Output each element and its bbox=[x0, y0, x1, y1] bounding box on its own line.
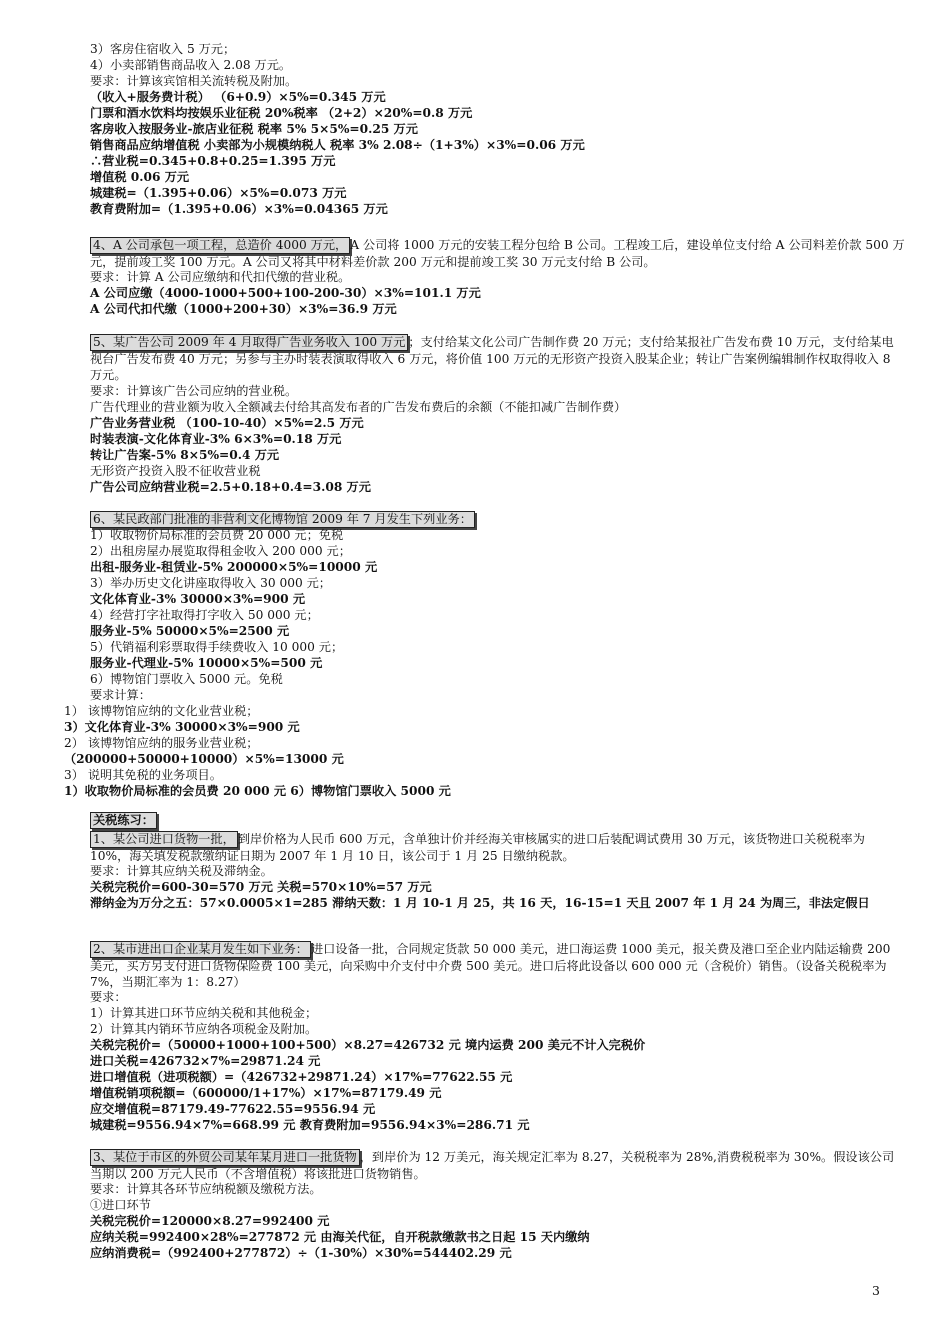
text-line bbox=[90, 655, 322, 671]
line-text: 1）计算其进口环节应纳关税和其他税金； bbox=[90, 1006, 318, 1020]
line-text: 要求计算： bbox=[90, 688, 151, 702]
text-line bbox=[90, 607, 319, 623]
text-line bbox=[90, 447, 279, 463]
line-text: 1） 该博物馆应纳的文化业营业税； bbox=[64, 704, 259, 718]
line-text: A 公司应缴（4000-1000+500+100-200-30）×3%=101.1 万元 bbox=[90, 286, 481, 300]
text-line bbox=[90, 121, 418, 137]
text-line bbox=[90, 527, 343, 543]
line-text: 教育费附加=（1.395+0.06）×3%=0.04365 万元 bbox=[90, 202, 388, 216]
line-text: ①进口环节 bbox=[90, 1198, 151, 1212]
text-line bbox=[90, 1021, 317, 1037]
text-line bbox=[90, 73, 297, 89]
text-line bbox=[64, 767, 222, 783]
line-text: 无形资产投资入股不征收营业税 bbox=[90, 464, 261, 478]
line-text: 3）举办历史文化讲座取得收入 30 000 元； bbox=[90, 576, 331, 590]
line-text: 要求：计算其各环节应纳税额及缴税方法。 bbox=[90, 1182, 322, 1196]
line-text: 5）代销福利彩票取得手续费收入 10 000 元； bbox=[90, 640, 344, 654]
text-line bbox=[90, 895, 905, 911]
line-text: 城建税=9556.94×7%=668.99 元 教育费附加=9556.94×3%=286.71 元 bbox=[90, 1118, 530, 1132]
text-line bbox=[90, 989, 127, 1005]
line-text: 文化体育业-3% 30000×3%=900 元 bbox=[90, 592, 306, 606]
line-text: 4）经营打字社取得打字收入 50 000 元； bbox=[90, 608, 319, 622]
section-heading-line bbox=[90, 831, 905, 864]
section-heading-line bbox=[90, 941, 905, 990]
section-heading-line bbox=[90, 237, 905, 270]
text-line bbox=[90, 285, 481, 301]
text-line bbox=[90, 575, 331, 591]
text-line bbox=[90, 623, 289, 639]
line-text: 城建税=（1.395+0.06）×5%=0.073 万元 bbox=[90, 186, 347, 200]
text-line bbox=[90, 863, 273, 879]
text-line bbox=[90, 383, 297, 399]
text-line bbox=[90, 1213, 329, 1229]
line-text: 1）收取物价局标准的会员费 20 000 元 6）博物馆门票收入 5000 元 bbox=[64, 784, 451, 798]
text-line bbox=[90, 1229, 590, 1245]
line-text: （收入+服务费计税） （6+0.9）×5%=0.345 万元 bbox=[90, 90, 386, 104]
line-text: 客房收入按服务业-旅店业征税 税率 5% 5×5%=0.25 万元 bbox=[90, 122, 418, 136]
section-heading-line bbox=[90, 334, 905, 383]
line-text: 要求：计算该广告公司应纳的营业税。 bbox=[90, 384, 298, 398]
line-text: 增值税销项税额=（600000/1+17%）×17%=87179.49 元 bbox=[90, 1086, 442, 1100]
line-text: 3）文化体育业-3% 30000×3%=900 元 bbox=[64, 720, 300, 734]
text-line bbox=[90, 591, 305, 607]
text-line bbox=[90, 1053, 320, 1069]
section-heading-line bbox=[90, 511, 475, 528]
text-line bbox=[90, 185, 346, 201]
text-line bbox=[90, 137, 585, 153]
text-line bbox=[90, 201, 388, 217]
line-text: 服务业-5% 50000×5%=2500 元 bbox=[90, 624, 290, 638]
line-text: （200000+50000+10000）×5%=13000 元 bbox=[64, 752, 344, 766]
line-text: 3）客房住宿收入 5 万元； bbox=[90, 42, 236, 56]
highlighted-heading: 关税练习： bbox=[90, 812, 157, 829]
line-text: ，到岸价为 12 万美元，海关规定汇率为 8.27，关税税率为 28%,消费税税率为 30%。假设该公司当期以 200 万元人民币（不含增值税）将该批进口货物销售。 bbox=[90, 1150, 895, 1181]
line-text: 要求：计算其应纳关税及滞纳金。 bbox=[90, 864, 273, 878]
text-line bbox=[90, 57, 291, 73]
page-number: 3 bbox=[872, 1283, 880, 1298]
text-line bbox=[90, 1069, 512, 1085]
text-line bbox=[90, 1037, 645, 1053]
text-line bbox=[90, 431, 341, 447]
text-line bbox=[90, 639, 343, 655]
line-text: 增值税 0.06 万元 bbox=[90, 170, 190, 184]
section-heading-line bbox=[90, 1149, 905, 1182]
line-text: 4）小卖部销售商品收入 2.08 万元。 bbox=[90, 58, 292, 72]
line-text: 进口设备一批，合同规定货款 50 000 美元，进口海运费 1000 美元，报关费及港口至企业内陆运输费 200 美元，买方另支付进口货物保险费 100 美元，向采购中介支付中介费 500 美元。进口后将此设备以 600 000 元（含税价）销售。（设备关税税率为 7%，当期汇率为 1：8.27） bbox=[90, 942, 891, 989]
highlighted-heading: 2、某市进出口企业某月发生如下业务： bbox=[90, 941, 311, 958]
line-text: 门票和酒水饮料均按娱乐业征税 20%税率 （2+2）×20%=0.8 万元 bbox=[90, 106, 473, 120]
text-line bbox=[90, 269, 350, 285]
text-line bbox=[90, 89, 386, 105]
highlighted-heading: 1、某公司进口货物一批， bbox=[90, 831, 238, 848]
text-line bbox=[90, 463, 261, 479]
line-text: 销售商品应纳增值税 小卖部为小规模纳税人 税率 3% 2.08÷（1+3%）×3%=0.06 万元 bbox=[90, 138, 585, 152]
text-line bbox=[90, 479, 371, 495]
text-line bbox=[90, 879, 432, 895]
line-text: ∴营业税=0.345+0.8+0.25=1.395 万元 bbox=[90, 154, 336, 168]
line-text: 时装表演-文化体育业-3% 6×3%=0.18 万元 bbox=[90, 432, 342, 446]
line-text: 到岸价格为人民币 600 万元，含单独计价并经海关审核属实的进口后装配调试费用 30 万元，该货物进口关税税率为 10%，海关填发税款缴纳证日期为 2007 年 1 月 10 日，该公司于 1 月 25 日缴纳税款。 bbox=[90, 832, 865, 863]
highlighted-heading: 5、某广告公司 2009 年 4 月取得广告业务收入 100 万元 bbox=[90, 334, 408, 351]
text-line bbox=[90, 1197, 151, 1213]
text-line bbox=[90, 105, 472, 121]
line-text: 服务业-代理业-5% 10000×5%=500 元 bbox=[90, 656, 323, 670]
highlighted-heading: 6、某民政部门批准的非营利文化博物馆 2009 年 7 月发生下列业务： bbox=[90, 511, 475, 528]
line-text: 广告代理业的营业额为收入全额减去付给其高发布者的广告发布费后的余额（不能扣减广告制作费） bbox=[90, 400, 627, 414]
line-text: 2） 该博物馆应纳的服务业营业税； bbox=[64, 736, 259, 750]
line-text: 关税完税价=（50000+1000+100+500）×8.27=426732 元 境内运费 200 美元不计入完税价 bbox=[90, 1038, 646, 1052]
section-heading-line bbox=[90, 812, 157, 829]
line-text: 广告业务营业税 （100-10-40）×5%=2.5 万元 bbox=[90, 416, 364, 430]
line-text: 广告公司应纳营业税=2.5+0.18+0.4=3.08 万元 bbox=[90, 480, 371, 494]
text-line bbox=[64, 719, 300, 735]
text-line bbox=[90, 671, 283, 687]
line-text: 1）收取物价局标准的会员费 20 000 元；免税 bbox=[90, 528, 344, 542]
line-text: 出租-服务业-租赁业-5% 200000×5%=10000 元 bbox=[90, 560, 378, 574]
line-text: 要求： bbox=[90, 990, 127, 1004]
line-text: 进口关税=426732×7%=29871.24 元 bbox=[90, 1054, 321, 1068]
line-text: 关税完税价=600-30=570 万元 关税=570×10%=57 万元 bbox=[90, 880, 432, 894]
line-text: 要求：计算该宾馆相关流转税及附加。 bbox=[90, 74, 298, 88]
text-line bbox=[90, 687, 151, 703]
highlighted-heading: 4、A 公司承包一项工程，总造价 4000 万元， bbox=[90, 237, 350, 254]
text-line bbox=[90, 1181, 322, 1197]
text-line bbox=[90, 1085, 441, 1101]
text-line bbox=[90, 1101, 375, 1117]
line-text: 进口增值税（进项税额）=（426732+29871.24）×17%=77622.55 元 bbox=[90, 1070, 513, 1084]
text-line bbox=[90, 153, 335, 169]
text-line bbox=[90, 41, 235, 57]
text-line bbox=[90, 1117, 530, 1133]
text-line bbox=[64, 703, 258, 719]
line-text: 转让广告案-5% 8×5%=0.4 万元 bbox=[90, 448, 280, 462]
line-text: 关税完税价=120000×8.27=992400 元 bbox=[90, 1214, 330, 1228]
text-line bbox=[90, 301, 397, 317]
text-line bbox=[90, 399, 626, 415]
line-text: 应纳消费税=（992400+277872）÷（1-30%）×30%=544402.29 元 bbox=[90, 1246, 512, 1260]
line-text: 2）计算其内销环节应纳各项税金及附加。 bbox=[90, 1022, 318, 1036]
text-line bbox=[90, 1005, 317, 1021]
text-line bbox=[64, 751, 344, 767]
text-line bbox=[90, 559, 377, 575]
line-text: 6）博物馆门票收入 5000 元。免税 bbox=[90, 672, 283, 686]
line-text: 滞纳金为万分之五：57×0.0005×1=285 滞纳天数：1 月 10-1 月 25，共 16 天，16-15=1 天且 2007 年 1 月 24 为周三，非法定假日 bbox=[90, 896, 870, 910]
line-text: 要求：计算 A 公司应缴纳和代扣代缴的营业税。 bbox=[90, 270, 351, 284]
line-text: ；支付给某文化公司广告制作费 20 万元；支付给某报社广告发布费 10 万元，支付给某电视台广告发布费 40 万元；另参与主办时装表演取得收入 6 万元，将价值 100 万元的无形资产投资入股某企业；转让广告案例编辑制作权取得收入 8 万元。 bbox=[90, 335, 894, 382]
text-line bbox=[64, 735, 258, 751]
text-line bbox=[90, 415, 364, 431]
line-text: 2）出租房屋办展览取得租金收入 200 000 元； bbox=[90, 544, 351, 558]
text-line bbox=[90, 169, 189, 185]
line-text: 应纳关税=992400×28%=277872 元 由海关代征，自开税款缴款书之日起 15 天内缴纳 bbox=[90, 1230, 590, 1244]
text-line bbox=[90, 543, 351, 559]
line-text: 3） 说明其免税的业务项目。 bbox=[64, 768, 222, 782]
text-line bbox=[64, 783, 451, 799]
line-text: A 公司将 1000 万元的安装工程分包给 B 公司。工程竣工后，建设单位支付给 A 公司料差价款 500 万元，提前竣工奖 100 万元。A 公司又将其中材料差价款 200 万元和提前竣工奖 30 万元支付给 B 公司。 bbox=[90, 238, 905, 269]
line-text: 应交增值税=87179.49-77622.55=9556.94 元 bbox=[90, 1102, 376, 1116]
text-line bbox=[90, 1245, 512, 1261]
line-text: A 公司代扣代缴（1000+200+30）×3%=36.9 万元 bbox=[90, 302, 397, 316]
highlighted-heading: 3、某位于市区的外贸公司某年某月进口一批货物 bbox=[90, 1149, 360, 1166]
